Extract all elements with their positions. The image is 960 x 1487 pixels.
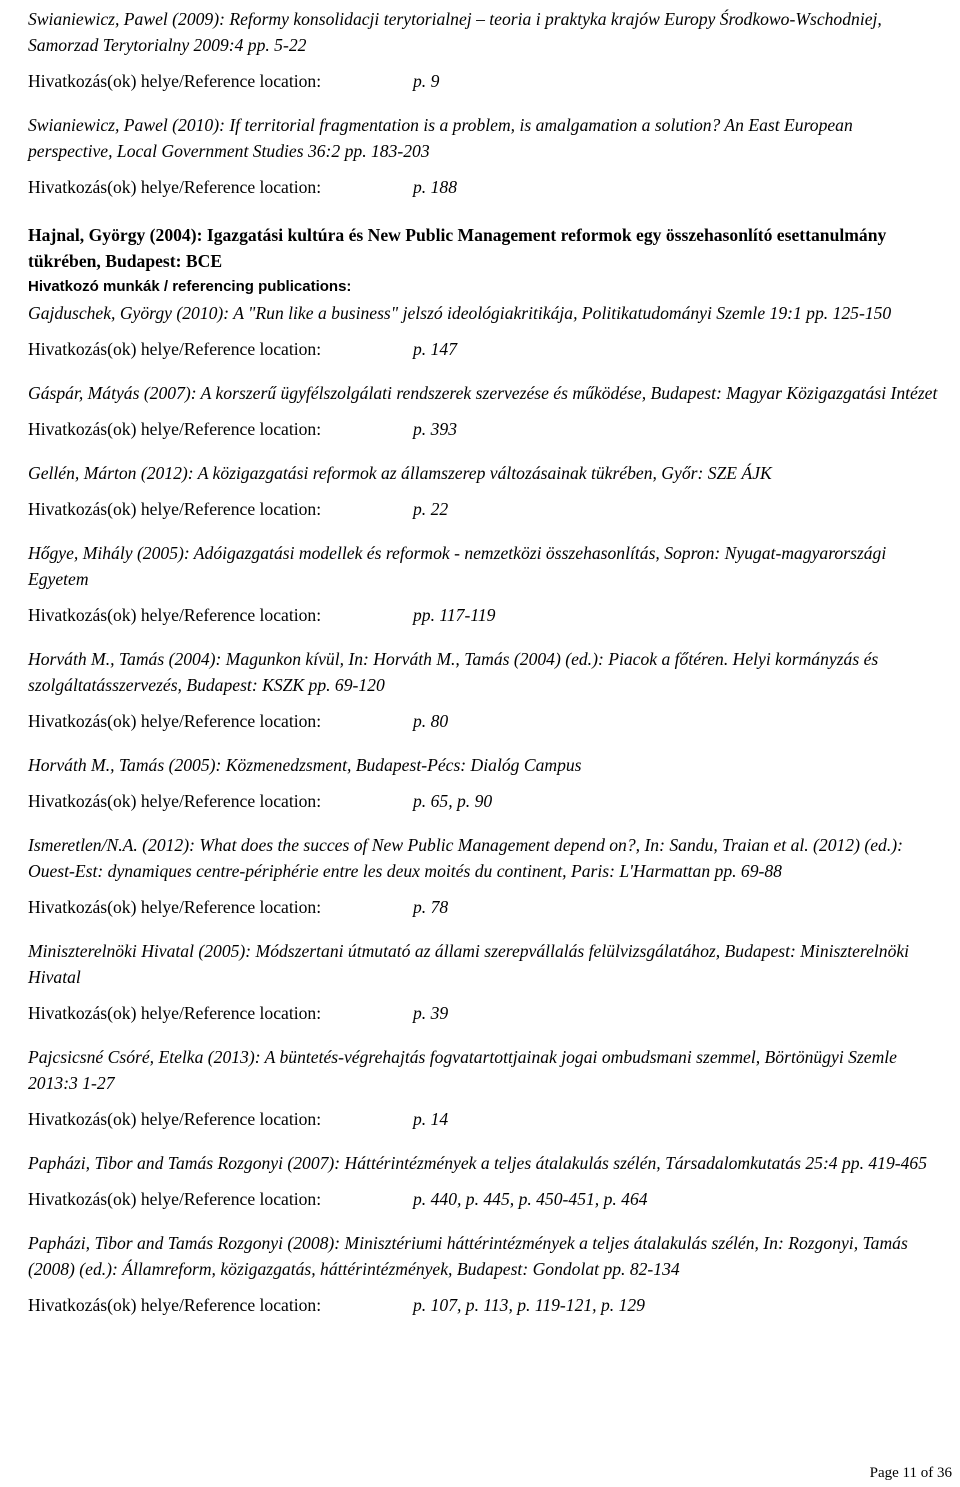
citation-entry [28, 540, 938, 628]
referencing-publications-heading: Hivatkozó munkák / referencing publications: [28, 278, 352, 295]
citation-entry [28, 938, 938, 1026]
reference-location [28, 496, 938, 522]
citation-text: Hőgye, Mihály (2005): Adóigazgatási modellek és reformok - nemzetközi összehasonlítás, Sopron: Nyugat-magyarországi Egyetem [28, 543, 887, 589]
reference-location-label: Hivatkozás(ok) helye/Reference location: [28, 1295, 322, 1315]
citation-text: Gáspár, Mátyás (2007): A korszerű ügyfélszolgálati rendszerek szervezése és működése, Budapest: Magyar Közigazgatási Intézet [28, 383, 938, 403]
reference-location [28, 336, 938, 362]
reference-location-label: Hivatkozás(ok) helye/Reference location: [28, 1189, 322, 1209]
reference-location-value: p. 188 [413, 177, 457, 197]
reference-location-label: Hivatkozás(ok) helye/Reference location: [28, 339, 322, 359]
citation-text: Swianiewicz, Pawel (2009): Reformy konsolidacji terytorialnej – teoria i praktyka krajów Europy Środkowo-Wschodniej, Samorzad Terytorialny 2009:4 pp. 5-22 [28, 9, 882, 55]
reference-location-label: Hivatkozás(ok) helye/Reference location: [28, 419, 322, 439]
citation-entry [28, 832, 938, 920]
reference-location [28, 1106, 938, 1132]
reference-location-label: Hivatkozás(ok) helye/Reference location: [28, 499, 322, 519]
citation-text: Pajcsicsné Csóré, Etelka (2013): A büntetés-végrehajtás fogvatartottjainak jogai ombudsmani szemmel, Börtönügyi Szemle 2013:3 1-27 [28, 1047, 897, 1093]
citation-entry [28, 1230, 938, 1318]
reference-location [28, 174, 938, 200]
citation-text: Ismeretlen/N.A. (2012): What does the succes of New Public Management depend on?, In: Sandu, Traian et al. (2012) (ed.): Ouest-Est: dynamiques centre-périphérie entre les deux moités du continent, Paris: L'Harmattan pp. 69-88 [28, 835, 903, 881]
reference-location-label: Hivatkozás(ok) helye/Reference location: [28, 605, 322, 625]
citation-entry [28, 646, 938, 734]
reference-location-label: Hivatkozás(ok) helye/Reference location: [28, 897, 322, 917]
citation-entry [28, 6, 938, 94]
reference-location-value: p. 393 [413, 419, 457, 439]
citation-entry [28, 380, 938, 442]
reference-location [28, 1292, 938, 1318]
reference-location-value: p. 39 [413, 1003, 449, 1023]
reference-location-label: Hivatkozás(ok) helye/Reference location: [28, 177, 322, 197]
reference-location-label: Hivatkozás(ok) helye/Reference location: [28, 71, 322, 91]
reference-location-value: pp. 117-119 [413, 605, 496, 625]
reference-location [28, 68, 938, 94]
citation-text: Swianiewicz, Pawel (2010): If territorial fragmentation is a problem, is amalgamation a solution? An East European perspective, Local Government Studies 36:2 pp. 183-203 [28, 115, 853, 161]
referenced-work-title: Hajnal, György (2004): Igazgatási kultúra és New Public Management reformok egy összehasonlító esettanulmány tükrében, Budapest: BCE [28, 225, 887, 271]
citation-entry [28, 112, 938, 200]
reference-location [28, 602, 938, 628]
reference-location-value: p. 147 [413, 339, 457, 359]
citation-text: Horváth M., Tamás (2004): Magunkon kívül, In: Horváth M., Tamás (2004) (ed.): Piacok a főtéren. Helyi kormányzás és szolgáltatásszervezés, Budapest: KSZK pp. 69-120 [28, 649, 879, 695]
reference-location-value: p. 14 [413, 1109, 449, 1129]
document-page [28, 0, 938, 1318]
reference-location-value: p. 80 [413, 711, 449, 731]
page-number: Page 11 of 36 [869, 1465, 952, 1481]
citation-text: Gellén, Márton (2012): A közigazgatási reformok az államszerep változásainak tükrében, Győr: SZE ÁJK [28, 463, 772, 483]
reference-location-label: Hivatkozás(ok) helye/Reference location: [28, 1109, 322, 1129]
citation-text: Gajduschek, György (2010): A "Run like a business" jelszó ideológiakritikája, Politikatudományi Szemle 19:1 pp. 125-150 [28, 303, 892, 323]
citation-entry [28, 300, 938, 362]
reference-location-label: Hivatkozás(ok) helye/Reference location: [28, 791, 322, 811]
reference-location-value: p. 65, p. 90 [413, 791, 493, 811]
reference-location-value: p. 440, p. 445, p. 450-451, p. 464 [413, 1189, 648, 1209]
reference-location [28, 788, 938, 814]
reference-location [28, 894, 938, 920]
citation-entry [28, 1150, 938, 1212]
citation-list [28, 300, 938, 1318]
citation-text: Miniszterelnöki Hivatal (2005): Módszertani útmutató az állami szerepvállalás felülvizsgálatához, Budapest: Miniszterelnöki Hivatal [28, 941, 910, 987]
citation-text: Papházi, Tibor and Tamás Rozgonyi (2007): Háttérintézmények a teljes átalakulás szélén, Társadalomkutatás 25:4 pp. 419-465 [28, 1153, 928, 1173]
citation-text: Horváth M., Tamás (2005): Közmenedzsment, Budapest-Pécs: Dialóg Campus [28, 755, 582, 775]
reference-location [28, 1186, 938, 1212]
citation-entry [28, 460, 938, 522]
citation-text: Papházi, Tibor and Tamás Rozgonyi (2008): Minisztériumi háttérintézmények a teljes átalakulás szélén, In: Rozgonyi, Tamás (2008) (ed.): Államreform, közigazgatás, háttérintézmények, Budapest: Gondolat pp. 82-134 [28, 1233, 908, 1279]
reference-location-label: Hivatkozás(ok) helye/Reference location: [28, 711, 322, 731]
citation-entry [28, 1044, 938, 1132]
reference-location [28, 1000, 938, 1026]
reference-location [28, 416, 938, 442]
reference-location [28, 708, 938, 734]
reference-location-value: p. 22 [413, 499, 449, 519]
reference-location-value: p. 107, p. 113, p. 119-121, p. 129 [413, 1295, 645, 1315]
citation-entry [28, 752, 938, 814]
reference-location-label: Hivatkozás(ok) helye/Reference location: [28, 1003, 322, 1023]
reference-location-value: p. 78 [413, 897, 449, 917]
reference-location-value: p. 9 [413, 71, 440, 91]
